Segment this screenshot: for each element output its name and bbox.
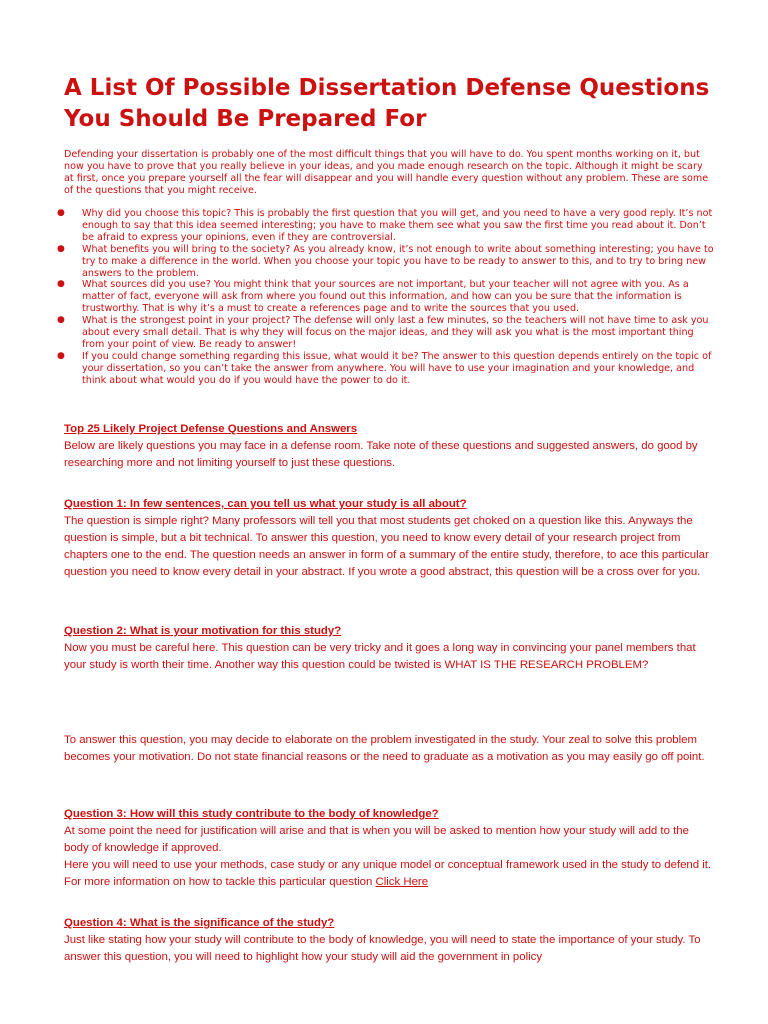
section-heading: Top 25 Likely Project Defense Questions and Answers xyxy=(64,423,358,435)
list-item xyxy=(55,315,715,351)
question-1-section xyxy=(64,496,714,581)
question-body-text: Here you will need to use your methods, case study or any unique model or conceptual framework used in the study to defend it. For more information on how to tackle this particular question xyxy=(64,859,712,888)
question-heading: Question 2: What is your motivation for this study? xyxy=(64,625,342,637)
bullet-icon: ● xyxy=(57,243,65,254)
question-heading: Question 1: In few sentences, can you tell us what your study is all about? xyxy=(64,498,467,510)
question-2-section xyxy=(64,623,714,674)
list-item xyxy=(55,244,715,280)
list-item-text: What is the strongest point in your project? The defense will only last a few minutes, so the teachers will not have time to ask you about every small detail. That is why they will focus on the major ideas, and they will ask you what is the most important thing from your point of view. Be ready to answer! xyxy=(82,315,709,350)
bullet-icon: ● xyxy=(57,350,65,361)
question-body-continued: To answer this question, you may decide to elaborate on the problem investigated in the study. Your zeal to solve this problem becomes your motivation. Do not state financial reasons or the need to graduate as a motivation as you may easily go off point. xyxy=(64,734,705,763)
question-2-answer xyxy=(64,732,714,766)
question-body-continued xyxy=(64,857,714,891)
question-4-section xyxy=(64,915,714,966)
question-heading: Question 4: What is the significance of the study? xyxy=(64,917,335,929)
bullet-icon: ● xyxy=(57,279,65,290)
intro-paragraph: Defending your dissertation is probably one of the most difficult things that you will have to do. You spent months working on it, but now you have to prove that you really believe in your ideas, and you made enough research on the topic. Although it might be scary at first, once you prepare yourself all the fear will disappear and you will handle every question without any problem. These are some of the questions that you might receive. xyxy=(64,149,709,197)
page-title: A List Of Possible Dissertation Defense Questions You Should Be Prepared For xyxy=(64,75,710,132)
section-body: Below are likely questions you may face in a defense room. Take note of these questions and suggested answers, do good by researching more and not limiting yourself to just these questions. xyxy=(64,440,698,469)
question-body: Just like stating how your study will contribute to the body of knowledge, you will need to state the importance of your study. To answer this question, you will need to highlight how your study will aid the government in policy xyxy=(64,934,701,963)
list-item-text: Why did you choose this topic? This is probably the first question that you will get, and you need to have a very good reply. It’s not enough to say that this idea seemed interesting; you have to make them see what you saw the first time you read about it. Don’t be afraid to express your opinions, even if they are controversial. xyxy=(82,208,713,243)
question-heading: Question 3: How will this study contribute to the body of knowledge? xyxy=(64,808,439,820)
top25-section xyxy=(64,421,714,472)
question-3-section xyxy=(64,806,714,891)
bullet-icon: ● xyxy=(57,208,65,218)
list-item xyxy=(55,208,715,244)
question-bullet-list xyxy=(55,208,715,387)
list-item-text: If you could change something regarding this issue, what would it be? The answer to this question depends entirely on the topic of your dissertation, so you can’t take the answer from anywhere. You will have to use your imagination and your knowledge, and think about what would you do if you would have the power to do it. xyxy=(82,350,712,386)
question-body: Now you must be careful here. This question can be very tricky and it goes a long way in convincing your panel members that your study is worth their time. Another way this question could be twisted is WHAT IS THE RESEARCH PROBLEM? xyxy=(64,642,696,671)
question-body: At some point the need for justification will arise and that is when you will be asked to mention how your study will add to the body of knowledge if approved. xyxy=(64,825,689,854)
list-item-text: What sources did you use? You might think that your sources are not important, but your teacher will not agree with you. As a matter of fact, everyone will ask from where you found out this information, and how can you be sure that the information is trustworthy. That is why it’s a must to create a references page and to write the sources that you used. xyxy=(82,279,689,315)
click-here-link[interactable]: Click Here xyxy=(375,876,429,888)
bullet-icon: ● xyxy=(57,315,65,326)
question-body: The question is simple right? Many professors will tell you that most students get choked on a question like this. Anyways the question is simple, but a bit technical. To answer this question, you need to know every detail of your research project from chapters one to the end. The question needs an answer in form of a summary of the entire study, therefore, to ace this particular question you need to know every detail in your abstract. If you wrote a good abstract, this question will be a cross over for you. xyxy=(64,515,709,578)
list-item xyxy=(55,279,715,315)
list-item xyxy=(55,351,715,387)
list-item-text: What benefits you will bring to the society? As you already know, it’s not enough to write about something interesting; you have to try to make a difference in the world. When you choose your topic you have to be ready to answer to this, and to try to bring new answers to the problem. xyxy=(82,243,714,279)
